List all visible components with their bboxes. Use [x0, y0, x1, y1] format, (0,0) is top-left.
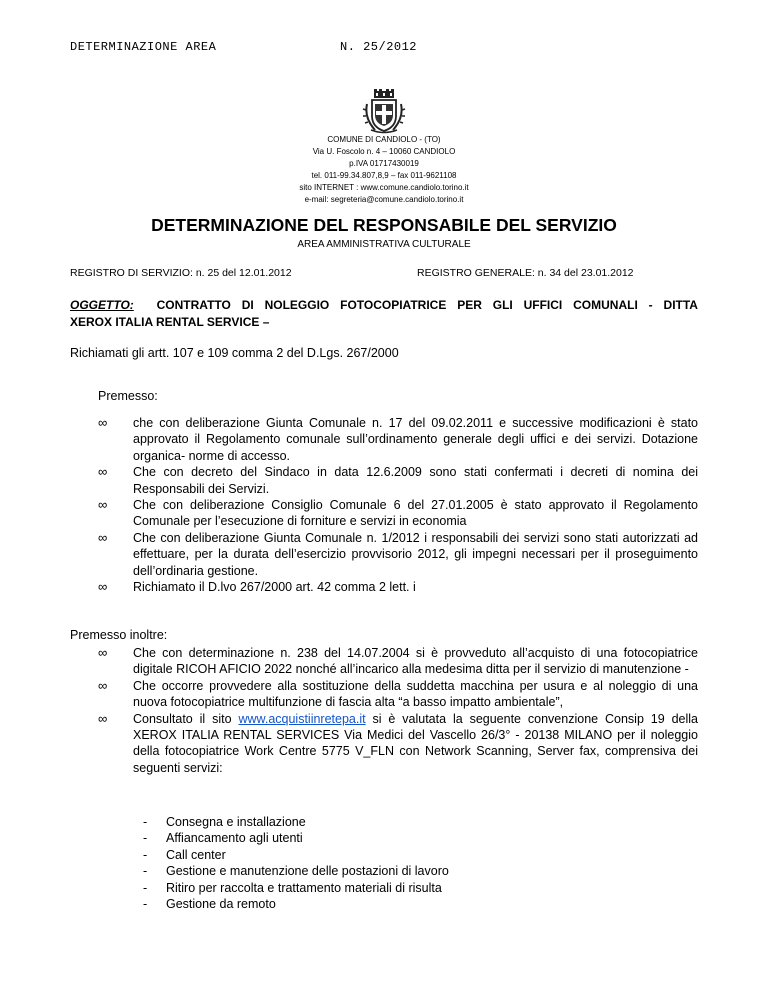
- oggetto-label: OGGETTO:: [70, 298, 134, 312]
- richiamati-paragraph: Richiamati gli artt. 107 e 109 comma 2 del D.Lgs. 267/2000: [70, 346, 399, 360]
- list-item: [143, 880, 449, 896]
- municipality-name: COMUNE DI CANDIOLO - (TO): [327, 135, 441, 144]
- list-item: [143, 830, 449, 846]
- consultato-before: Consultato il sito: [133, 711, 239, 726]
- servizio-text: Ritiro per raccolta e trattamento materiali di risulta: [166, 880, 442, 895]
- municipal-coat-of-arms-icon: [361, 88, 407, 134]
- municipality-phone: tel. 011-99.34.807,8,9 – fax 011-9621108: [311, 171, 457, 180]
- oggetto-line-1: [70, 297, 698, 314]
- oggetto-word: -: [648, 298, 653, 312]
- dash-bullet: -: [143, 864, 148, 879]
- list-item: [143, 814, 449, 830]
- municipality-website: sito INTERNET : www.comune.candiolo.torino.it: [299, 183, 469, 192]
- registro-generale: REGISTRO GENERALE: n. 34 del 23.01.2012: [417, 267, 634, 279]
- list-item: [98, 464, 698, 497]
- municipality-address: Via U. Foscolo n. 4 – 10060 CANDIOLO: [312, 147, 456, 156]
- oggetto-word: FOTOCOPIATRICE: [340, 298, 447, 312]
- dash-bullet: -: [143, 897, 148, 912]
- premesso-inoltre-list: [98, 645, 698, 776]
- list-item: [98, 678, 698, 711]
- municipality-email: e-mail: segreteria@comune.candiolo.torino.it: [304, 195, 464, 204]
- list-item-text: che con deliberazione Giunta Comunale n. 17 del 09.02.2011 e successive modificazioni è stato approvato il Regolamento comunale sull’ordinamento generale degli uffici e dei servizi. Dotazione organica- norme di accesso.: [133, 416, 698, 463]
- infinity-bullet-icon: ∞: [98, 645, 108, 660]
- registro-servizio: REGISTRO DI SERVIZIO: n. 25 del 12.01.2012: [70, 267, 292, 279]
- municipality-vat: p.IVA 01717430019: [349, 159, 419, 168]
- document-subtitle: AREA AMMINISTRATIVA CULTURALE: [297, 239, 471, 250]
- premesso-list: [98, 415, 698, 595]
- list-item: [98, 530, 698, 579]
- oggetto-word: GLI: [492, 298, 513, 312]
- list-item: [98, 645, 698, 678]
- list-item: [143, 896, 449, 912]
- infinity-bullet-icon: ∞: [98, 464, 108, 480]
- list-item-text: Richiamato il D.lvo 267/2000 art. 42 comma 2 lett. i: [133, 580, 416, 595]
- list-item-text: Che con determinazione n. 238 del 14.07.2004 si è provveduto all’acquisto di una fotocopiatrice digitale RICOH AFICIO 2022 nonché all’incarico alla medesima ditta per il servizio di manutenzione -: [133, 646, 698, 677]
- oggetto-word: NOLEGGIO: [264, 298, 330, 312]
- premesso-inoltre-heading: Premesso inoltre:: [70, 628, 168, 642]
- municipality-info: [0, 134, 768, 206]
- list-item: [98, 579, 698, 595]
- servizio-text: Consegna e installazione: [166, 815, 306, 829]
- oggetto-section: [70, 297, 698, 331]
- servizio-text: Gestione da remoto: [166, 897, 276, 912]
- infinity-bullet-icon: ∞: [98, 529, 108, 545]
- oggetto-word: CONTRATTO: [156, 298, 231, 312]
- list-item: [143, 863, 449, 879]
- dash-bullet: -: [143, 847, 148, 862]
- infinity-bullet-icon: ∞: [98, 710, 108, 726]
- list-item-text: Che occorre provvedere alla sostituzione della suddetta macchina per usura e al noleggio di una nuova fotocopiatrice multifunzione di fascia alta “a basso impatto ambientale”,: [133, 678, 698, 710]
- servizio-text: Affiancamento agli utenti: [166, 831, 303, 846]
- oggetto-word: DITTA: [663, 298, 698, 312]
- oggetto-word: DI: [241, 298, 254, 312]
- dash-bullet: -: [143, 831, 148, 846]
- dash-bullet: -: [143, 880, 148, 895]
- servizio-text: Call center: [166, 847, 226, 862]
- list-item-text: Che con deliberazione Consiglio Comunale 6 del 27.01.2005 è stato approvato il Regolamento Comunale per l’esecuzione di forniture e servizi in economia: [133, 498, 698, 529]
- infinity-bullet-icon: ∞: [98, 579, 108, 595]
- list-item-text: Che con decreto del Sindaco in data 12.6.2009 sono stati confermati i decreti di nomina dei Responsabili dei Servizi.: [133, 465, 698, 496]
- header-area-label: DETERMINAZIONE AREA: [70, 40, 217, 54]
- consultato-after: si è valutata la seguente convenzione Consip 19 della XEROX ITALIA RENTAL SERVICES Via Medici del Vascello 26/3° - 20138 MILANO per il noleggio della fotocopiatrice Work Centre 5775 V_FLN con Network Scanning, Server fax, comprensiva dei seguenti servizi:: [133, 711, 698, 775]
- list-item: [98, 497, 698, 530]
- infinity-bullet-icon: ∞: [98, 415, 108, 430]
- list-item: [98, 415, 698, 464]
- infinity-bullet-icon: ∞: [98, 497, 108, 513]
- oggetto-word: UFFICI: [523, 298, 563, 312]
- header-number: N. 25/2012: [340, 40, 418, 54]
- premesso-heading: Premesso:: [98, 389, 158, 403]
- acquistiinretepa-link[interactable]: www.acquistiinretepa.it: [238, 711, 366, 726]
- dash-bullet: -: [143, 815, 148, 829]
- infinity-bullet-icon: ∞: [98, 677, 108, 693]
- servizi-list: [143, 814, 449, 912]
- list-item: [143, 847, 449, 863]
- servizio-text: Gestione e manutenzione delle postazioni di lavoro: [166, 864, 449, 879]
- oggetto-line-2: XEROX ITALIA RENTAL SERVICE –: [70, 315, 270, 329]
- list-item: [98, 711, 698, 777]
- list-item-text: Che con deliberazione Giunta Comunale n. 1/2012 i responsabili dei servizi sono stati autorizzati ad effettuare, per la durata dell’esercizio provvisorio 2012, gli impegni necessari per il proseguimento dell’ordinaria gestione.: [133, 530, 698, 578]
- oggetto-word: COMUNALI: [573, 298, 638, 312]
- document-title: DETERMINAZIONE DEL RESPONSABILE DEL SERVIZIO: [151, 215, 617, 235]
- oggetto-word: PER: [457, 298, 482, 312]
